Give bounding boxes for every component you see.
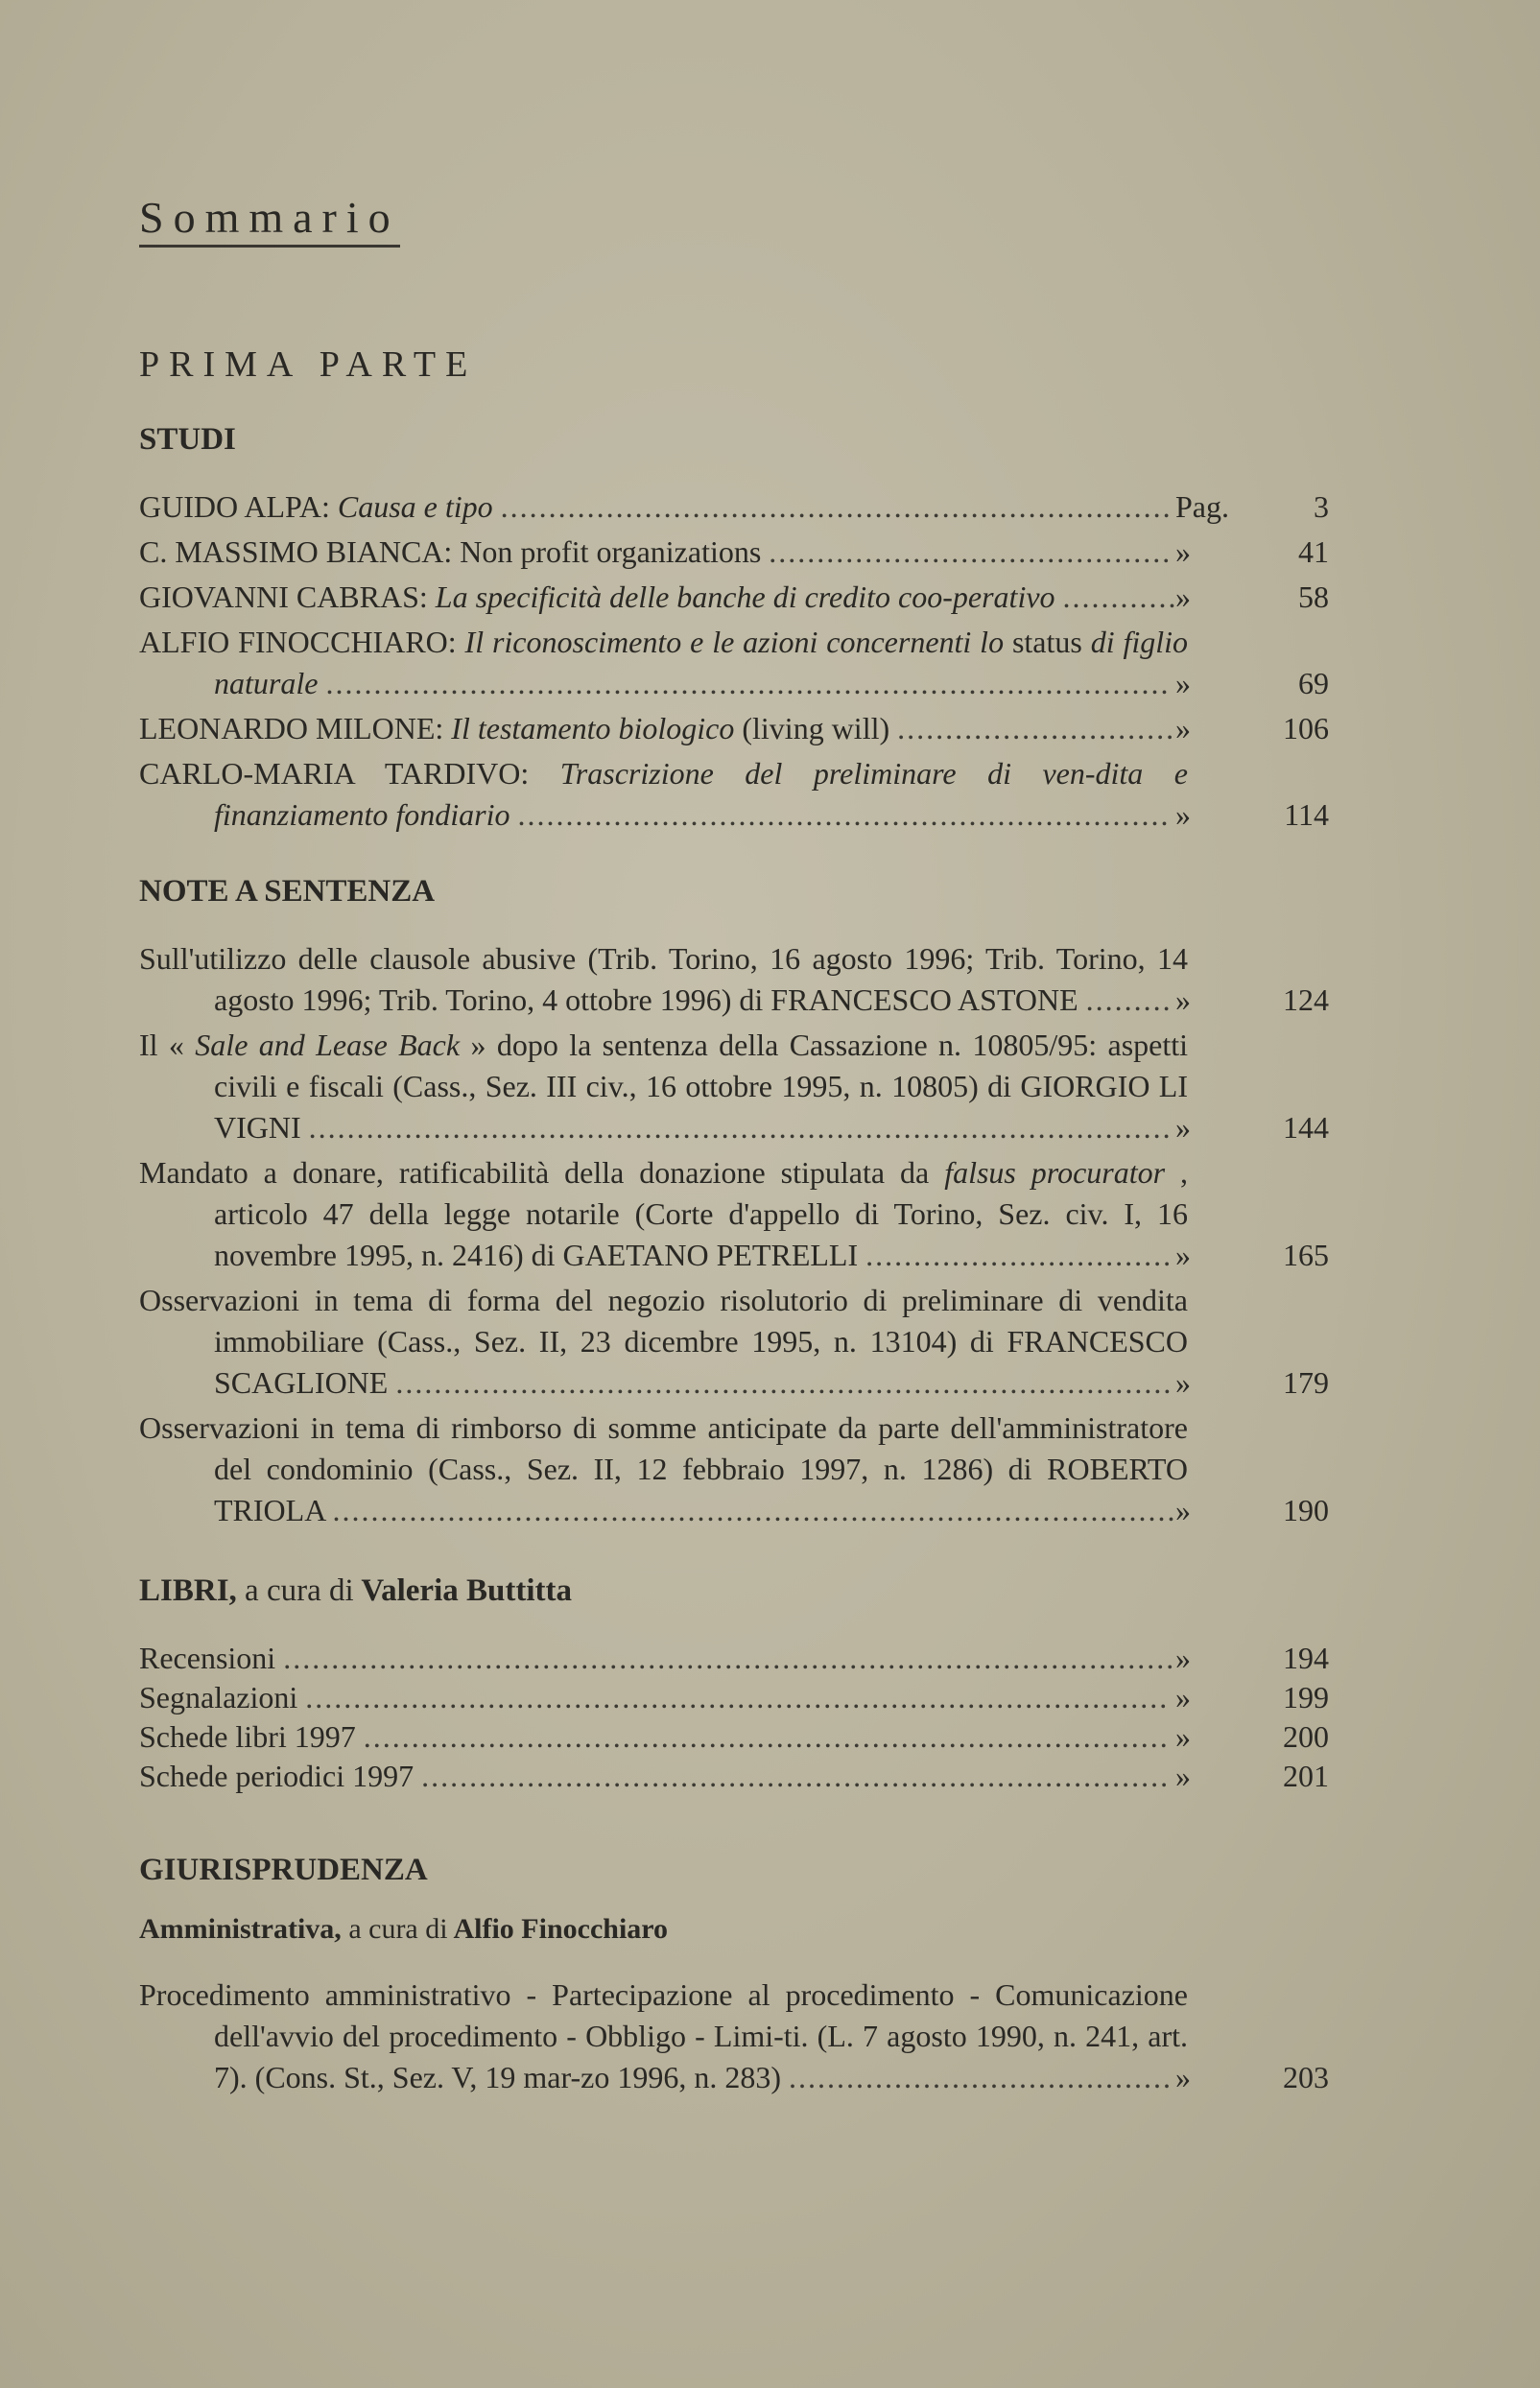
part-title: PRIMA PARTE (139, 344, 478, 385)
leader-dots: .............................................................................. (421, 1759, 1171, 1793)
subsection-heading-amministrativa (139, 1913, 1329, 1946)
page-marker: » (1175, 982, 1191, 1017)
page-marker: » (1175, 797, 1191, 832)
toc-entry-text (139, 1407, 1188, 1531)
entry-author: GUIDO ALPA: (139, 489, 330, 524)
libri-label: LIBRI, (139, 1573, 237, 1608)
section-heading-giurisprudenza: GIURISPRUDENZA (139, 1853, 428, 1887)
page-marker: Pag. (1175, 489, 1229, 524)
toc-entry-text (139, 1280, 1188, 1404)
toc-entry-text (139, 1025, 1188, 1148)
amministrativa-label: Amministrativa, (139, 1913, 342, 1945)
leader-dots: ........................................................................................ (325, 666, 1171, 700)
toc-entry-text (139, 577, 1188, 618)
page-marker: » (1175, 1759, 1191, 1793)
entry-title: Schede periodici 1997 (139, 1759, 415, 1793)
toc-entry (139, 532, 1329, 573)
toc-entry (139, 938, 1329, 1021)
toc-entry-text (139, 1756, 1188, 1797)
toc-entry (139, 1974, 1329, 2098)
section-heading-libri (139, 1573, 1329, 1609)
page-number: 179 (1283, 1365, 1329, 1400)
page-marker: » (1175, 666, 1191, 700)
leader-dots: ................................ (865, 1238, 1173, 1272)
page-marker: » (1175, 711, 1191, 745)
entry-title-italic: La specificità delle banche di credito coo-perativo (435, 579, 1055, 614)
entry-title: Recensioni (139, 1641, 276, 1675)
section-heading-note: NOTE A SENTENZA (139, 874, 436, 909)
toc-entry-text (139, 708, 1188, 749)
entry-title-italic: Il riconoscimento e le azioni concernenti lo (464, 625, 1005, 659)
toc-entry (139, 1407, 1329, 1531)
entry-title: Procedimento amministrativo - Partecipazione al procedimento - Comunicazione dell'avvio del procedimento - Obbligo - Limi-ti. (L. 7 agosto 1990, n. 241, art. 7). (Cons. St., Sez. V, 19 mar-zo 1996, n. 283) (139, 1977, 1188, 2094)
leader-dots: ...................................................................... (500, 489, 1173, 524)
toc-entry (139, 622, 1329, 704)
toc-entry (139, 1716, 1329, 1758)
toc-entry-text (139, 622, 1188, 704)
toc-entry-text (139, 486, 1188, 528)
leader-dots: ............................................................................................. (283, 1641, 1176, 1675)
page-marker: » (1175, 579, 1191, 614)
toc-entry-text (139, 532, 1188, 573)
section-heading-studi: STUDI (139, 422, 236, 457)
page-marker: » (1175, 1719, 1191, 1754)
entry-title: Sull'utilizzo delle clausole abusive (Trib. Torino, 16 agosto 1996; Trib. Torino, 14 agosto 1996; Trib. Torino, 4 ottobre 1996) di FRANCESCO ASTONE (139, 941, 1188, 1017)
leader-dots: .......................................... (769, 534, 1173, 569)
page-marker: » (1175, 1365, 1191, 1400)
entry-title: , articolo 47 della legge notarile (Corte d'appello di Torino, Sez. civ. I, 16 novembre 1995, n. 2416) di GAETANO PETRELLI (214, 1155, 1189, 1272)
entry-title: Non profit organizations (460, 534, 762, 569)
leader-dots: ............................. (897, 711, 1176, 745)
toc-entry-text (139, 1152, 1188, 1276)
entry-author: ALFIO FINOCCHIARO: (139, 625, 457, 659)
entry-author: LEONARDO MILONE: (139, 711, 444, 745)
giurisprudenza-list (139, 1974, 1329, 2098)
entry-title-italic: Il testamento biologico (451, 711, 735, 745)
toc-entry (139, 1677, 1329, 1718)
entry-title: Osservazioni in tema di forma del negozio risolutorio di preliminare di vendita immobiliare (Cass., Sez. II, 23 dicembre 1995, n. 13104) di FRANCESCO SCAGLIONE (139, 1283, 1188, 1400)
page-number: 165 (1283, 1238, 1329, 1272)
toc-entry (139, 1025, 1329, 1148)
page-number: 199 (1283, 1680, 1329, 1714)
leader-dots: ......... (1085, 982, 1173, 1017)
libri-curator: Valeria Buttitta (361, 1573, 572, 1608)
note-list (139, 938, 1329, 1531)
leader-dots: .................................................................................... (363, 1719, 1170, 1754)
entry-title: Mandato a donare, ratificabilità della donazione stipulata da (139, 1155, 930, 1190)
page-marker: » (1175, 1110, 1191, 1145)
entry-title: » dopo la sentenza della Cassazione n. 10805/95: aspetti civili e fiscali (Cass., Sez. III civ., 16 ottobre 1995, n. 10805) di GIORGIO LI VIGNI (214, 1028, 1189, 1145)
page-number: 201 (1283, 1759, 1329, 1793)
entry-author: GIOVANNI CABRAS: (139, 579, 428, 614)
page-marker: » (1175, 1493, 1191, 1527)
page-number: 124 (1283, 982, 1329, 1017)
toc-entry (139, 1280, 1329, 1404)
page-marker: » (1175, 1238, 1191, 1272)
libri-curator-prefix: a cura di (245, 1573, 354, 1608)
entry-title: Il « (139, 1028, 184, 1062)
entry-title: Segnalazioni (139, 1680, 298, 1714)
leader-dots: ........................................................................................ (332, 1493, 1177, 1527)
page-title: Sommario (139, 192, 400, 248)
page-marker: » (1175, 1680, 1191, 1714)
page-number: 114 (1284, 797, 1329, 832)
page-marker: » (1175, 2060, 1191, 2094)
toc-entry-text (139, 1974, 1188, 2098)
leader-dots: .......................................................................................... (305, 1680, 1170, 1714)
entry-title-italic: Sale and Lease Back (195, 1028, 461, 1062)
toc-entry-text (139, 1677, 1188, 1718)
toc-entry-text (139, 753, 1188, 836)
leader-dots: ............ (1062, 579, 1178, 614)
entry-title-italic: Trascrizione del preliminare di ven-dita e finanziamento fondiario (214, 756, 1189, 832)
page-number: 69 (1298, 666, 1329, 700)
toc-entry-text (139, 938, 1188, 1021)
libri-list (139, 1638, 1329, 1797)
entry-title: status (1011, 625, 1082, 659)
page-number: 41 (1298, 534, 1329, 569)
toc-entry-text (139, 1716, 1188, 1758)
studi-list (139, 486, 1329, 836)
page-number: 58 (1298, 579, 1329, 614)
entry-title: Osservazioni in tema di rimborso di somme anticipate da parte dell'amministratore del condominio (Cass., Sez. II, 12 febbraio 1997, n. 1286) di ROBERTO TRIOLA (139, 1410, 1188, 1527)
toc-entry (139, 753, 1329, 836)
toc-entry (139, 1756, 1329, 1797)
toc-entry (139, 708, 1329, 749)
page-marker: » (1175, 1641, 1191, 1675)
amministrativa-curator: Alfio Finocchiaro (453, 1913, 669, 1945)
page-marker: » (1175, 534, 1191, 569)
page-number: 194 (1283, 1641, 1329, 1675)
toc-entry (139, 1638, 1329, 1679)
amministrativa-curator-prefix: a cura di (348, 1913, 448, 1945)
entry-author: CARLO-MARIA TARDIVO: (139, 756, 530, 791)
leader-dots: .................................................................... (517, 797, 1171, 832)
page-number: 203 (1283, 2060, 1329, 2094)
table-of-contents (139, 192, 1329, 2102)
entry-title-italic: di figlio naturale (214, 625, 1189, 700)
page-number: 144 (1283, 1110, 1329, 1145)
leader-dots: ................................................................................. (395, 1365, 1173, 1400)
page-number: 200 (1283, 1719, 1329, 1754)
leader-dots: .......................................................................................... (308, 1110, 1173, 1145)
toc-entry (139, 577, 1329, 618)
entry-title-italic: Causa e tipo (337, 489, 493, 524)
toc-entry (139, 1152, 1329, 1276)
page-number: 3 (1314, 489, 1329, 524)
entry-title-italic: falsus procurator (944, 1155, 1166, 1190)
page-number: 106 (1283, 711, 1329, 745)
toc-entry-text (139, 1638, 1188, 1679)
leader-dots: ........................................ (789, 2060, 1173, 2094)
entry-author: C. MASSIMO BIANCA: (139, 534, 453, 569)
toc-entry (139, 486, 1329, 528)
entry-title: (living will) (742, 711, 890, 745)
entry-title: Schede libri 1997 (139, 1719, 356, 1754)
page-number: 190 (1283, 1493, 1329, 1527)
